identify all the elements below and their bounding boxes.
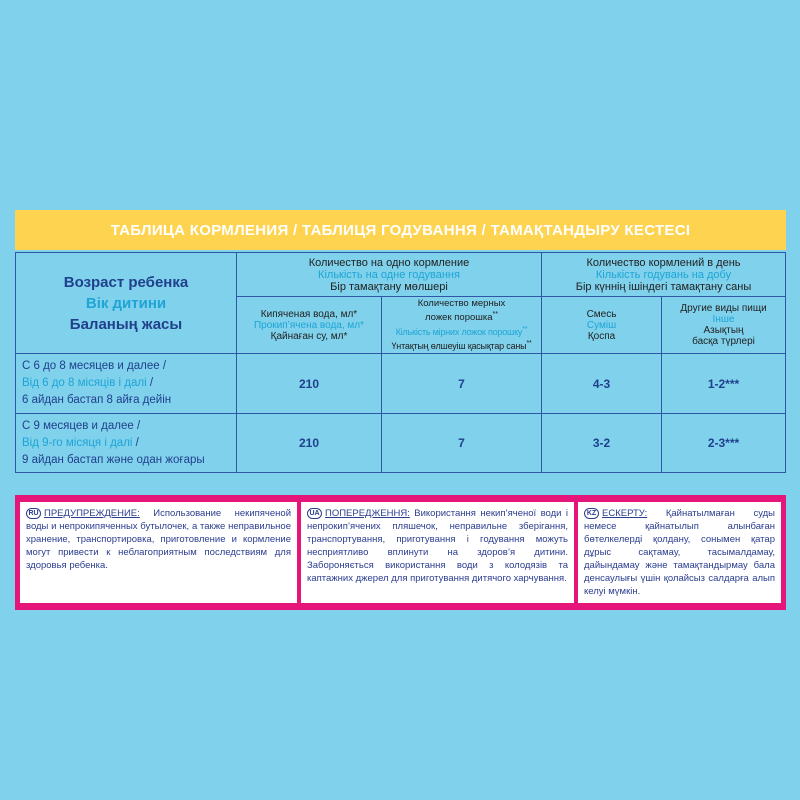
banner-title: ТАБЛИЦА КОРМЛЕНИЯ / ТАБЛИЦЯ ГОДУВАННЯ / ТАМАҚТАНДЫРУ КЕСТЕСІ — [110, 221, 691, 239]
feeding-table — [15, 252, 786, 473]
per-day-header-ru: Количество кормлений в день — [586, 256, 741, 269]
per-day-header — [542, 253, 785, 296]
age-header — [16, 253, 236, 353]
warning-ua — [301, 502, 574, 603]
water-header-ru: Кипяченая вода, мл* — [260, 308, 358, 320]
mix-header-ru: Смесь — [586, 308, 617, 320]
row-other-value: 1-2*** — [707, 376, 740, 391]
warning-title-ru: ПРЕДУПРЕЖДЕНИЕ: — [44, 508, 140, 519]
other-food-header-kz-1: Азықтың — [703, 325, 744, 336]
row-age-ru: С 9 месяцев и далее / — [22, 419, 141, 432]
row-age-ru: С 6 до 8 месяцев и далее / — [22, 360, 167, 372]
row-mix-value: 4-3 — [592, 376, 611, 391]
row-water-value: 210 — [298, 436, 320, 450]
mix-header-ua: Суміш — [586, 319, 617, 331]
spoons-header-kz: Үнтақтың өлшеуіш қасықтар саны** — [391, 339, 532, 351]
footnote-mark: ** — [492, 311, 498, 319]
warning-title-kz: ЕСКЕРТУ: — [602, 508, 648, 519]
water-header — [237, 297, 381, 353]
row-age-ua: Від 9-го місяця і далі / — [22, 436, 139, 449]
row-age-kz: 6 айдан бастап 8 айға дейін — [22, 394, 172, 406]
warning-text-ua: Використання некип’яченої води і непрокип’ячених пляшечок, неправильне зберігання, транспортування, приготування і годування можуть несприятливо вплинути на здоров’я дитини. Забороняється використання води з колодязів та каптажних джерел для приготування дитячого харчування. — [307, 508, 568, 584]
warning-kz — [578, 502, 781, 603]
spoons-header-ru-1: Количество мерных — [417, 298, 506, 310]
mix-header — [542, 297, 661, 353]
per-feeding-header-ru: Количество на одно кормление — [308, 256, 470, 269]
per-feeding-header-ua: Кількість на одне годування — [318, 268, 460, 281]
other-food-header-ru: Другие виды пищи — [680, 303, 767, 314]
age-header-kz: Баланың жасы — [69, 315, 183, 333]
spoons-header-ua: Кількість мірних ложок порошку** — [395, 325, 528, 337]
row-age-ua: Від 6 до 8 місяців і далі / — [22, 377, 154, 389]
per-day-header-kz: Бір күннің ішіндегі тамақтану саны — [575, 280, 752, 293]
other-food-header-ua: Інше — [712, 314, 735, 325]
warning-text-ru: Использование некипяченой воды и непрокипяченных бутылочек, а также неправильное хранение, транспортировка, приготовление и кормление могут привести к неблагоприятным последствиям для здоровья ребенка. — [26, 508, 291, 571]
badge-kz: KZ — [584, 508, 599, 519]
age-header-ua: Вік дитини — [85, 294, 167, 312]
age-header-ru: Возраст ребенка — [63, 273, 189, 291]
spoons-header — [382, 297, 541, 353]
per-feeding-header-kz: Бір тамақтану мөлшері — [330, 280, 448, 293]
warning-panel — [15, 495, 786, 610]
footnote-mark: ** — [522, 325, 528, 333]
per-feeding-header — [237, 253, 541, 296]
warning-text-kz: Қайнатылмаған суды немесе қайнатылып алынбаған бөтелкелерді қолдану, сонымен қатар дұрыс сақтамау, тасымалдамау, дайындамау және тамақтандырмау бала денсаулығы үшін қолайсыз салдарға алып келуі мүмкін. — [584, 508, 775, 597]
water-header-kz: Қайнаған су, мл* — [270, 330, 348, 342]
row-other-value: 2-3*** — [707, 436, 740, 450]
badge-ua: UA — [307, 508, 322, 519]
spoons-header-ru-2: ложек порошка** — [425, 311, 498, 324]
row-spoons-value: 7 — [458, 436, 465, 450]
warning-title-ua: ПОПЕРЕДЖЕННЯ: — [325, 508, 410, 519]
row-mix-value: 3-2 — [592, 436, 611, 450]
table-row-age — [22, 354, 236, 413]
badge-ru: RU — [26, 508, 41, 519]
row-water-value: 210 — [298, 376, 320, 391]
warning-ru — [20, 502, 297, 603]
other-food-header — [662, 297, 785, 353]
table-row-age — [22, 414, 236, 472]
row-spoons-value: 7 — [458, 376, 465, 391]
feeding-table-banner — [15, 210, 786, 250]
water-header-ua: Прокип’ячена вода, мл* — [253, 319, 365, 331]
footnote-mark: ** — [526, 339, 532, 347]
other-food-header-kz-2: басқа түрлері — [692, 336, 755, 347]
mix-header-kz: Қоспа — [587, 330, 616, 342]
row-age-kz: 9 айдан бастап және одан жоғары — [22, 453, 205, 466]
per-day-header-ua: Кількість годувань на добу — [595, 268, 732, 281]
